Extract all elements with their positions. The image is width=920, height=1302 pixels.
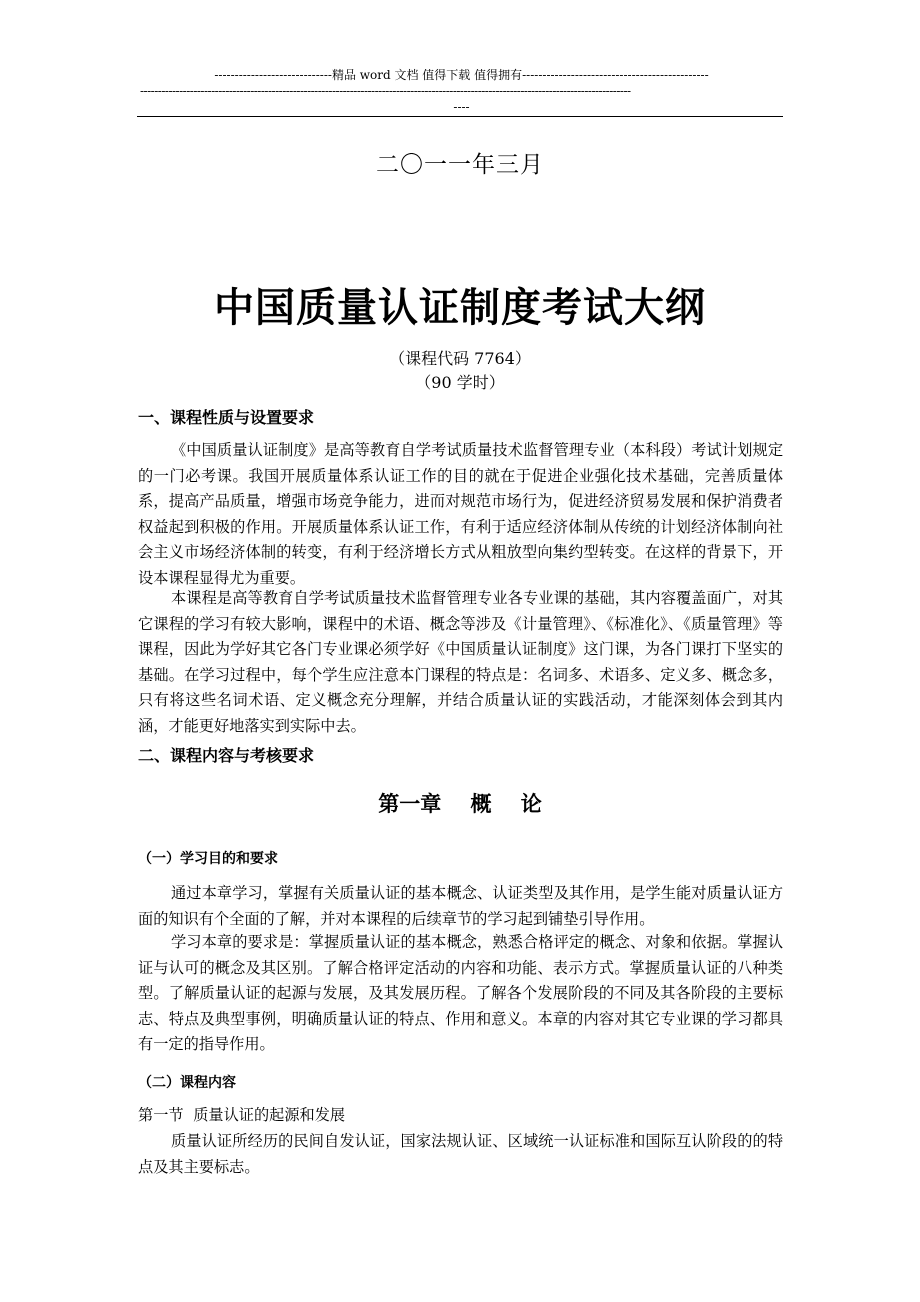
sub1-paragraph-1: 通过本章学习，掌握有关质量认证的基本概念、认证类型及其作用，是学生能对质量认证方面的知识有个全面的了解，并对本课程的后续章节的学习起到铺垫引导作用。 [138, 884, 783, 928]
section-title: 第一节 质量认证的起源和发展 [138, 1106, 346, 1124]
chapter-title: 第一章 概 论 [378, 792, 542, 816]
sub2-paragraph: 质量认证所经历的民间自发认证，国家法规认证、区域统一认证标准和国际互认阶段的的特点及其主要标志。 [138, 1132, 783, 1176]
section2-heading: 二、课程内容与考核要求 [138, 746, 315, 765]
section1-heading: 一、课程性质与设置要求 [138, 408, 315, 427]
section1-paragraph-1: 《中国质量认证制度》是高等教育自学考试质量技术监督管理专业（本科段）考试计划规定的一门必考课。我国开展质量体系认证工作的目的就在于促进企业强化技术基础，完善质量体系，提高产品质量，增强市场竞争能力，进而对规范市场行为，促进经济贸易发展和保护消费者权益起到积极的作用。开展质量体系认证工作，有利于适应经济体制从传统的计划经济体制向社会主义市场经济体制的转变，有利于经济增长方式从粗放型向集约型转变。在这样的背景下，开设本课程显得尤为重要。 [138, 441, 783, 587]
header-rule [137, 116, 783, 117]
header-dashes: ------------------------------------------------------------------------------------------------------------------------------------------ [140, 84, 631, 98]
section1-paragraph-2: 本课程是高等教育自学考试质量技术监督管理专业各专业课的基础，其内容覆盖面广，对其它课程的学习有较大影响，课程中的术语、概念等涉及《计量管理》、《标准化》、《质量管理》等课程，因此为学好其它各门专业课必须学好《中国质量认证制度》这门课，为各门课打下坚实的基础。在学习过程中，每个学生应注意本门课程的特点是：名词多、术语多、定义多、概念多，只有将这些名词术语、定义概念充分理解，并结合质量认证的实践活动，才能深刻体会到其内涵，才能更好地落实到实际中去。 [138, 589, 783, 735]
document-title: 中国质量认证制度考试大纲 [214, 285, 706, 331]
sub1-heading: （一）学习目的和要求 [138, 851, 278, 867]
sub2-heading: （二）课程内容 [138, 1075, 236, 1091]
header-banner: -----------------------------精品 word 文档 值得下载 值得拥有---------------------------------------------- [214, 68, 709, 82]
sub1-paragraph-2: 学习本章的要求是：掌握质量认证的基本概念，熟悉合格评定的概念、对象和依据。掌握认证与认可的概念及其区别。了解合格评定活动的内容和功能、表示方式。掌握质量认证的八种类型。了解质量认证的起源与发展，及其发展历程。了解各个发展阶段的不同及其各阶段的主要标志、特点及典型事例，明确质量认证的特点、作用和意义。本章的内容对其它专业课的学习都具有一定的指导作用。 [138, 933, 783, 1053]
document-date: 二〇一一年三月 [376, 152, 544, 178]
header-dashes-tail: ---- [453, 100, 470, 114]
course-hours: （90 学时） [415, 373, 505, 392]
course-code: （课程代码 7764） [389, 349, 531, 368]
